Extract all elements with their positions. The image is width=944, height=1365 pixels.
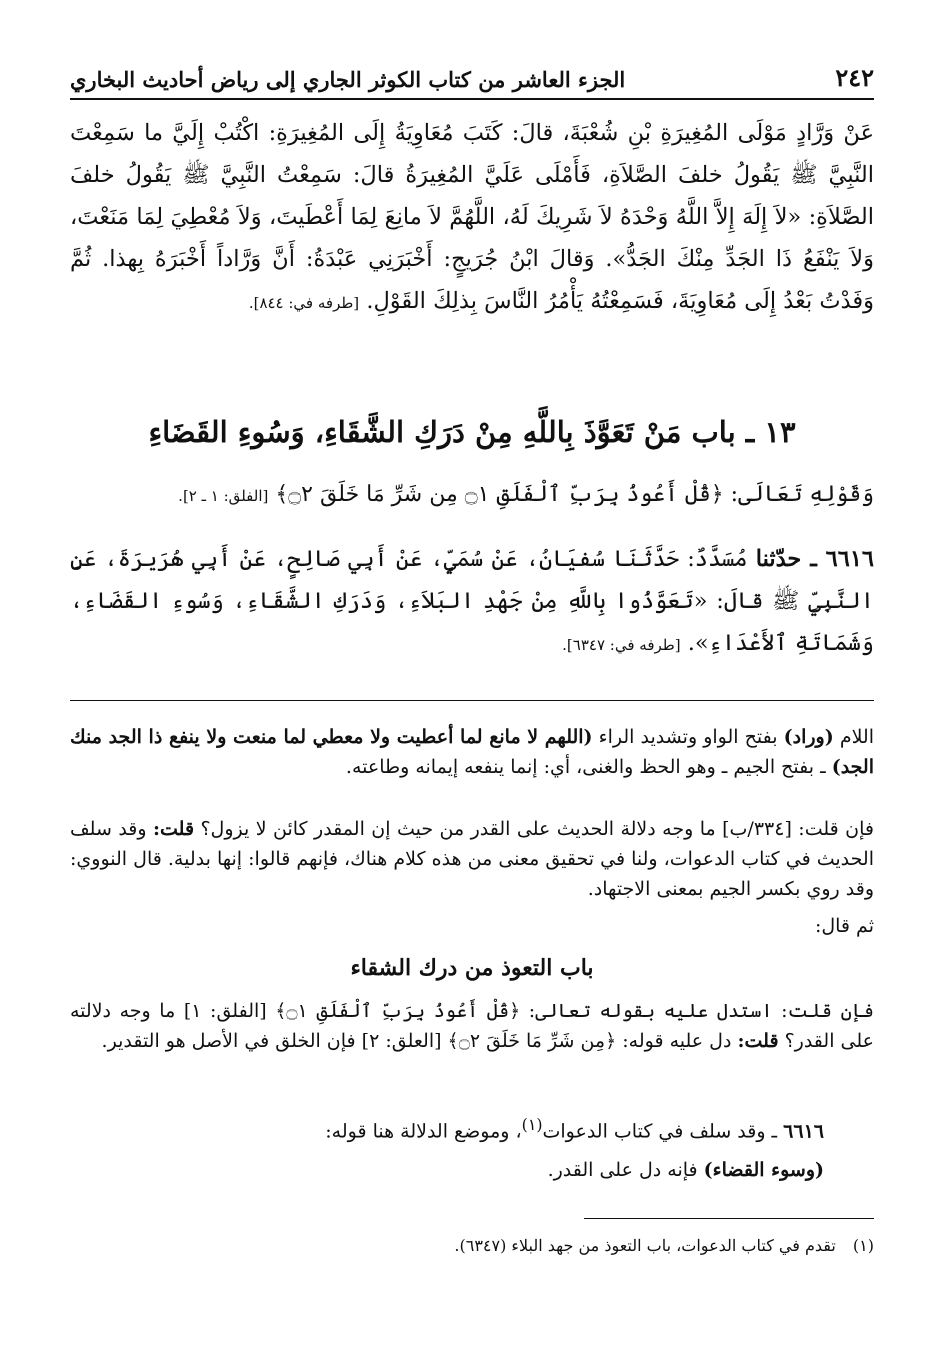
page (70, 0, 874, 1365)
footnote (70, 1236, 874, 1255)
comm-text: ، وموضع الدلالة هنا قوله: (325, 1120, 522, 1143)
verse-text: وَقَوْلِهِ تَعَالَى: ﴿قُلْ أَعُوذُ بِرَبِّ ٱلْفَلَقِ ۝١ مِن شَرِّ مَا خَلَقَ ۝٢﴾ (275, 482, 874, 507)
comm-text: بفتح الواو وتشديد الراء (598, 726, 778, 748)
commentary-para-2 (70, 814, 874, 904)
footnote-separator (584, 1218, 874, 1219)
commentary-para-1 (70, 722, 874, 782)
chapter-title: ١٣ ـ باب مَنْ تَعَوَّذَ بِاللَّهِ مِنْ دَرَكِ الشَّقَاءِ، وَسُوءِ القَضَاءِ (148, 415, 796, 449)
hadith-ref: [طرفه في: ٦٣٤٧]. (562, 636, 681, 654)
footnote-text: تقدم في كتاب الدعوات، باب التعوذ من جهد البلاء (٦٣٤٧). (454, 1236, 836, 1255)
comm-text: ـ وقد سلف في كتاب الدعوات (542, 1120, 778, 1143)
chapter-verse (70, 474, 874, 517)
verse-ref: [الفلق: ١ ـ ٢]. (178, 487, 269, 505)
comm-text: دل عليه قوله: ﴿مِن شَرِّ مَا خَلَقَ ۝٢﴾ [العلق: ٢] فإن الخلق في الأصل هو التقدير. (101, 1030, 732, 1052)
comm-text: وقد سلف الحديث في كتاب الدعوات، ولنا في تحقيق معنى من هذه كلام هناك، فإنهم قالوا: إنها بدلية. قال النووي: وقد روي بكسر الجيم بمعنى الاجتهاد. (70, 818, 874, 900)
hadith-body: مُسَدَّدٌ: حَدَّثَنَا سُفيَانُ، عَنْ سُمَيٍّ، عَنْ أَبِي صَالِحٍ، عَنْ أَبِي هُرَيرَةَ، عَنِ النَّبِيِّ ﷺ قالَ: «تَعَوَّذُوا بِاللَّهِ مِنْ جَهْدِ البَلاَءِ، وَدَرَكِ الشَّقَاءِ، وَسُوءِ القَضَاءِ، وَشَمَاتَةِ ٱلأَعْدَاءِ». (70, 546, 874, 656)
commentary-para-4 (70, 996, 874, 1056)
running-title: الجزء العاشر من كتاب الكوثر الجاري إلى رياض أحاديث البخاري (70, 67, 626, 92)
page-number: ٢٤٢ (835, 63, 874, 92)
footnote-number: (١) (852, 1236, 874, 1255)
comm-text: فإن قلت: استدل عليه بقوله تعالى: ﴿قُلْ أَعُوذُ بِرَبِّ ٱلْفَلَقِ ۝١﴾ [الفلق: ١] ما وجه دلالته على القدر؟ (70, 1000, 874, 1052)
comm-bold: (وسوء القضاء) (703, 1159, 824, 1181)
commentary-para-3: ثم قال: (814, 915, 874, 937)
comm-text: فإن قلت: [٣٣٤/ب] ما وجه دلالة الحديث على القدر من حيث إن المقدر كائن لا يزول؟ (200, 818, 874, 840)
previous-hadith-ref: [طرفه في: ٨٤٤]. (248, 294, 360, 312)
comm-bold: قلت: (737, 1030, 779, 1052)
previous-hadith-text (70, 112, 874, 324)
comm-text: فإنه دل على القدر. (547, 1159, 698, 1181)
hadith-number: ٦٦١٦ ـ حدّثنا (755, 546, 874, 572)
commentary-separator (70, 700, 874, 701)
commentary-para-6 (70, 1155, 824, 1185)
commentary-para-5 (70, 1110, 824, 1146)
comm-text: اللام (839, 726, 874, 748)
comm-bold: (وراد) (783, 726, 834, 748)
commentary-subheading: باب التعوذ من درك الشقاء (350, 955, 594, 981)
comm-bold: قلت: (152, 818, 195, 840)
previous-hadith-body: عَنْ وَرَّادٍ مَوْلَى المُغِيرَةِ بْنِ شُعْبَةَ، قالَ: كَتَبَ مُعَاوِيَةُ إِلَى المُغِيرَةِ: اكْتُبْ إِلَيَّ ما سَمِعْتَ النَّبِيَّ ﷺ يَقُولُ خلفَ الصَّلاَةِ، فَأَمْلَى عَلَيَّ المُغِيرَةُ قالَ: سَمِعْتُ النَّبِيَّ ﷺ يَقُولُ خلفَ الصَّلاَةِ: «لاَ إِلَهَ إِلاَّ اللَّهُ وَحْدَهُ لاَ شَرِيكَ لَهُ، اللَّهُمَّ لاَ مانِعَ لِمَا أَعْطَيتَ، وَلاَ مُعْطِيَ لِمَا مَنَعْتَ، وَلاَ يَنْفَعُ ذَا الجَدِّ مِنْكَ الجَدُّ». وَقالَ ابْنُ جُرَيجٍ: أَخْبَرَنِي عَبْدَةُ: أَنَّ وَرَّاداً أَخْبَرَهُ بِهذا. ثُمَّ وَفَدْتُ بَعْدُ إِلَى مُعَاوِيَةَ، فَسَمِعْتُهُ يَأْمُرُ النَّاسَ بِذلِكَ القَوْلِ. (70, 120, 874, 314)
footnote-marker: (١) (521, 1115, 543, 1134)
comm-bold: ٦٦١٦ (783, 1120, 824, 1143)
comm-bold: (اللهم لا مانع لما أعطيت ولا معطي لما منعت ولا ينفع ذا الجد منك الجد) (70, 726, 874, 778)
page-header (70, 52, 874, 100)
comm-text: ـ بفتح الجيم ـ وهو الحظ والغنى، أي: إنما ينفعه إيمانه وطاعته. (345, 756, 826, 778)
hadith-6616 (70, 538, 874, 666)
